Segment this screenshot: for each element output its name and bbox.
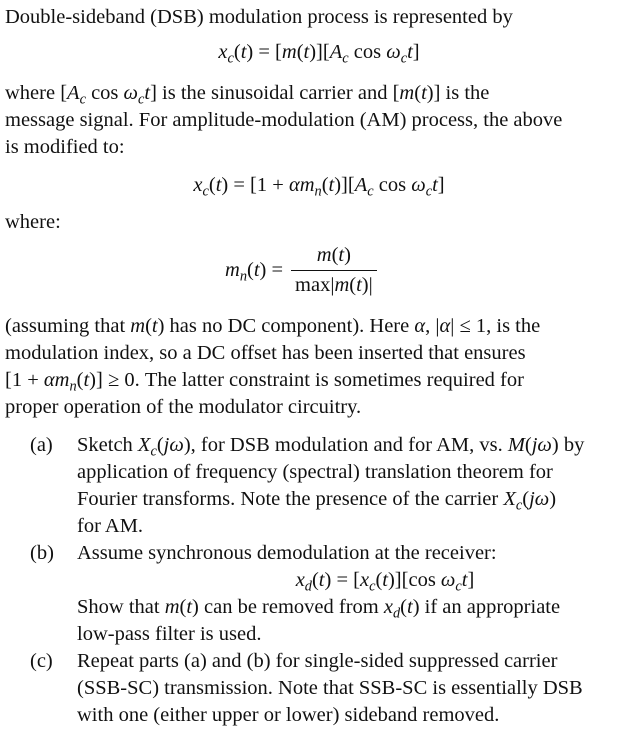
part-a-text: for AM.: [77, 515, 144, 537]
text-line: (assuming that m(t) has no DC component). Here α, |α| ≤ 1, is the: [5, 315, 541, 337]
part-a-label: (a): [30, 434, 53, 456]
part-b-text: low-pass filter is used.: [77, 623, 262, 645]
part-c-text: (SSB-SC) transmission. Note that SSB-SC is essentially DSB: [77, 677, 583, 699]
part-b-label: (b): [30, 542, 54, 564]
fraction-denominator: max|m(t)|: [291, 270, 377, 297]
text-line: modulation index, so a DC offset has been inserted that ensures: [5, 342, 526, 364]
part-b-text: Assume synchronous demodulation at the receiver:: [77, 542, 497, 564]
part-a-text: application of frequency (spectral) translation theorem for: [77, 461, 553, 483]
part-c-text: with one (either upper or lower) sideband removed.: [77, 704, 500, 726]
part-b-text: Show that m(t) can be removed from $x_d(t)$ if an appropriate: [77, 596, 561, 622]
text-line: is modified to:: [5, 136, 125, 158]
text-line: where [$A_c$ $\cos \omega_ct$] is the sinusoidal carrier and [m(t)] is the: [5, 82, 490, 108]
dsb-equation: $x_c(t) = [m(t)][A_c$ $\cos \omega_ct$]: [218, 41, 420, 67]
part-a-text: Sketch $X_c(j\omega)$, for DSB modulation and for AM, vs. M(jω) by: [77, 434, 585, 460]
text-line: message signal. For amplitude-modulation (AM) process, the above: [5, 109, 563, 131]
part-c-label: (c): [30, 650, 53, 672]
part-c-text: Repeat parts (a) and (b) for single-sided suppressed carrier: [77, 650, 558, 672]
demodulation-equation: $x_d(t) = [x_c(t)][\cos$ $\omega_ct$]: [295, 569, 475, 595]
fraction-lhs: $m_n(t)$ =: [225, 259, 284, 285]
text-line: proper operation of the modulator circuitry.: [5, 396, 362, 418]
am-equation: $x_c(t) = [1 + \alpha m_n(t)][A_c$ $\cos \omega_ct$]: [193, 174, 445, 200]
normalized-message-equation: [225, 244, 377, 297]
fraction-numerator: m(t): [316, 244, 351, 266]
intro-text: Double-sideband (DSB) modulation process is represented by: [5, 6, 513, 28]
text-line: $[1 + \alpha m_n(t)] \ge 0$. The latter constraint is sometimes required for: [5, 369, 524, 395]
part-a-text: Fourier transforms. Note the presence of the carrier $X_c(j\omega)$: [77, 488, 557, 514]
text-line: where:: [5, 211, 61, 233]
